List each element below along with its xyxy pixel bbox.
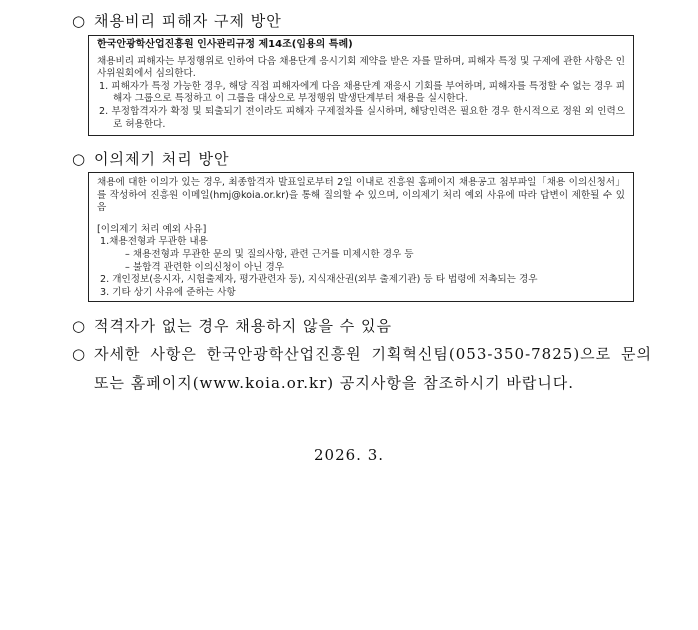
exception-item-1: 1.채용전형과 무관한 내용 (100, 236, 208, 248)
bullet-no-qualified (72, 312, 652, 341)
exception-item-2: 2. 개인정보(응시자, 시험출제자, 평가관련자 등), 지식재산권(외부 출제기관) 등 타 법령에 저촉되는 경우 (100, 274, 538, 286)
bullet-contact-text: 자세한 사항은 한국안광학산업진흥원 기획혁신팀(053-350-7825)으로 문의 또는 홈페이지(www.koia.or.kr) 공지사항을 참조하시기 바랍니다. (94, 345, 652, 392)
objection-intro: 채용에 대한 이의가 있는 경우, 최종합격자 발표일로부터 2일 이내로 진흥원 홈페이지 채용공고 첨부파일「채용 이의신청서」를 작성하여 진흥원 이메일(hmj@koia.or.kr)을 통해 질의할 수 있으며, 이의제기 처리 예외 사유에 따라 답변이 제한될 수 있음 (97, 177, 625, 214)
document-date: 2026. 3. (313, 446, 385, 464)
section-objection-title: 이의제기 처리 방안 (94, 150, 230, 168)
regulation-title: 한국안광학산업진흥원 인사관리규정 제14조(임용의 특례) (97, 39, 353, 50)
regulation-box (88, 35, 634, 136)
section-objection-heading (72, 148, 229, 169)
section-remedy-title: 채용비리 피해자 구제 방안 (94, 12, 282, 30)
objection-box (88, 172, 634, 302)
regulation-item-2: 2. 부정합격자가 확정 및 퇴출되기 전이라도 피해자 구제절차를 실시하며, 해당인력은 필요한 경우 한시적으로 정원 외 인력으로 허용한다. (99, 105, 625, 130)
circle-bullet-icon: ○ (72, 12, 87, 30)
circle-bullet-icon: ○ (72, 150, 87, 168)
exceptions-title: [이의제기 처리 예외 사유] (97, 223, 207, 235)
bullet-no-qualified-text: 적격자가 없는 경우 채용하지 않을 수 있음 (94, 317, 392, 335)
exception-item-1-sub-2: – 불합격 관련한 이의신청이 아닌 경우 (125, 261, 285, 273)
bullet-contact (72, 340, 652, 398)
circle-bullet-icon: ○ (72, 317, 87, 335)
regulation-intro: 채용비리 피해자는 부정행위로 인하여 다음 채용단계 응시기회 제약을 받은 자를 말하며, 피해자 특정 및 구제에 관한 사항은 인사위원회에서 심의한다. (97, 55, 625, 80)
exception-item-1-sub-1: – 채용전형과 무관한 문의 및 질의사항, 관련 근거를 미제시한 경우 등 (125, 248, 414, 260)
circle-bullet-icon: ○ (72, 345, 87, 363)
section-remedy-heading (72, 10, 282, 31)
regulation-item-1: 1. 피해자가 특정 가능한 경우, 해당 직접 피해자에게 다음 채용단계 재응시 기회를 부여하며, 피해자를 특정할 수 없는 경우 피해자 그룹으로 특정하고 이 그룹을 대상으로 부정행위 발생단계부터 채용을 실시한다. (99, 80, 625, 105)
exception-item-3: 3. 기타 상기 사유에 준하는 사항 (100, 286, 236, 298)
